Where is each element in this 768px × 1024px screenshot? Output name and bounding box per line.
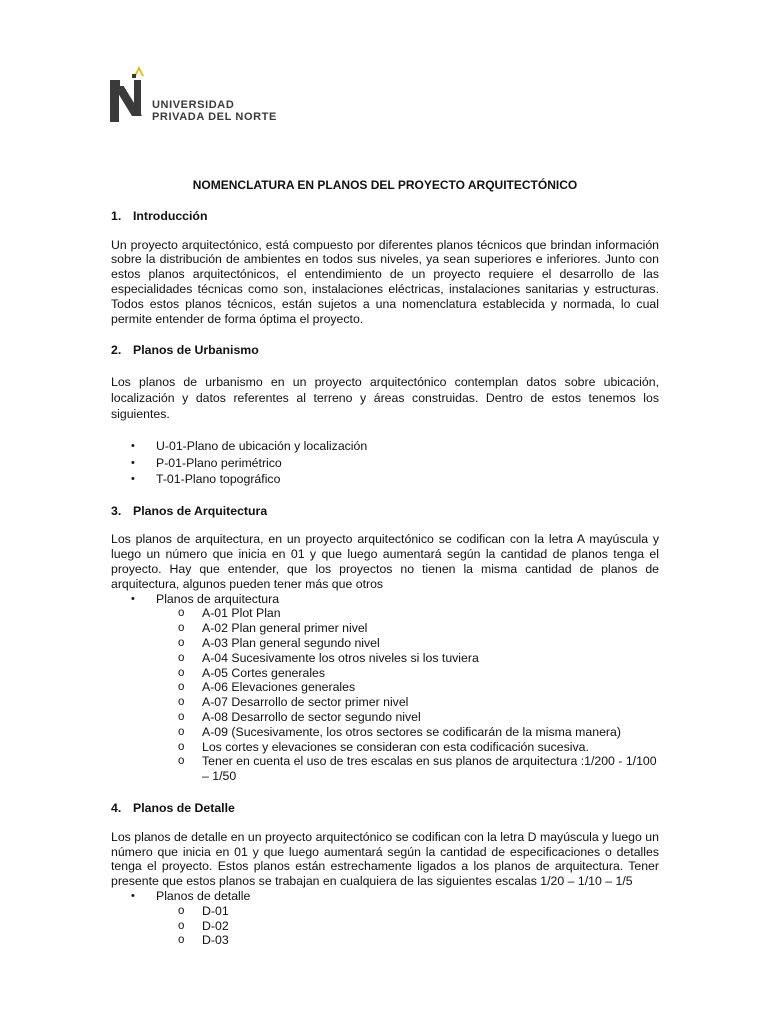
section-title: Planos de Urbanismo — [133, 343, 259, 358]
list-item — [111, 592, 659, 784]
list-item: • T-01-Plano topográfico — [111, 471, 659, 488]
detail-sublist — [111, 904, 659, 948]
sub-list-item: o A-05 Cortes generales — [111, 666, 659, 681]
section-number: 3. — [111, 503, 122, 518]
urbanism-list — [111, 438, 659, 488]
detail-list — [111, 889, 659, 948]
upn-logo-icon — [108, 66, 152, 128]
sub-list-item: o A-09 (Sucesivamente, los otros sectores se codificarán de la misma manera) — [111, 725, 659, 740]
sub-list-item: o A-04 Sucesivamente los otros niveles si los tuviera — [111, 651, 659, 666]
list-item: • U-01-Plano de ubicación y localización — [111, 438, 659, 455]
sub-list-item: o Tener en cuenta el uso de tres escalas en sus planos de arquitectura :1/200 - 1/100 – 1/50 — [111, 754, 659, 784]
section-title: Planos de Detalle — [133, 801, 235, 816]
architecture-sublist — [111, 606, 659, 784]
sub-list-item: o A-08 Desarrollo de sector segundo nivel — [111, 710, 659, 725]
sub-list-item: o A-07 Desarrollo de sector primer nivel — [111, 695, 659, 710]
section-title: Introducción — [133, 208, 208, 223]
section-3-heading — [111, 504, 659, 519]
section-1-paragraph: Un proyecto arquitectónico, está compuesto por diferentes planos técnicos que brindan información sobre la distribución de ambientes en todos sus niveles, ya sean superiores e inferiores. Junto con estos planos arquitectónicos, el entendimiento de un proyecto requiere el desarrollo de las especialidades técnicas como son, instalaciones eléctricas, instalaciones sanitarias y estructuras. Todos estos planos técnicos, están sujetos a una nomenclatura establecida y normada, lo cual permite entender de forma óptima el proyecto. — [111, 237, 659, 326]
bullet-label: Planos de arquitectura — [156, 591, 280, 606]
sub-list-item: o A-06 Elevaciones generales — [111, 680, 659, 695]
sub-list-item: o D-02 — [111, 919, 659, 934]
sub-list-item: o D-03 — [111, 933, 659, 948]
logo-line-2: PRIVADA DEL NORTE — [152, 111, 277, 123]
bullet-label: Planos de detalle — [156, 889, 251, 903]
sub-list-item: o A-01 Plot Plan — [111, 606, 659, 621]
list-item: • P-01-Plano perimétrico — [111, 455, 659, 472]
section-2-heading — [111, 343, 659, 358]
document-content — [111, 178, 659, 948]
architecture-list — [111, 592, 659, 784]
list-item — [111, 889, 659, 948]
section-title: Planos de Arquitectura — [133, 503, 268, 518]
sub-list-item: o Los cortes y elevaciones se consideran con esta codificación sucesiva. — [111, 740, 659, 755]
section-number: 4. — [111, 801, 122, 816]
section-3-paragraph: Los planos de arquitectura, en un proyecto arquitectónico se codifican con la letra A mayúscula y luego un número que inicia en 01 y que luego aumentará según la cantidad de planos tenga el proyecto. Hay que entender, que los proyectos no tienen la misma cantidad de planos de arquitectura, algunos pueden tener más que otros — [111, 532, 659, 591]
logo-text — [152, 99, 277, 123]
section-2-paragraph: Los planos de urbanismo en un proyecto arquitectónico contemplan datos sobre ubicación, localización y datos referentes al terreno y áreas construidas. Dentro de estos tenemos los siguientes. — [111, 375, 659, 422]
section-4-heading — [111, 801, 659, 816]
section-4-paragraph: Los planos de detalle en un proyecto arquitectónico se codifican con la letra D mayúscula y luego un número que inicia en 01 y que luego aumentará según la cantidad de especificaciones o detalles tenga el proyecto. Estos planos están estrechamente ligados a los planos de arquitectura. Tener presente que estos planos se trabajan en cualquiera de las siguientes escalas 1/20 – 1/10 – 1/5 — [111, 829, 659, 889]
sub-list-item: o A-02 Plan general primer nivel — [111, 621, 659, 636]
section-number: 2. — [111, 343, 122, 358]
logo-line-1: UNIVERSIDAD — [152, 99, 235, 111]
university-logo — [108, 66, 308, 128]
section-number: 1. — [111, 208, 122, 223]
sub-list-item: o A-03 Plan general segundo nivel — [111, 636, 659, 651]
sub-list-item: o D-01 — [111, 904, 659, 919]
document-title: NOMENCLATURA EN PLANOS DEL PROYECTO ARQUITECTÓNICO — [192, 178, 578, 192]
section-1-heading — [111, 209, 659, 224]
